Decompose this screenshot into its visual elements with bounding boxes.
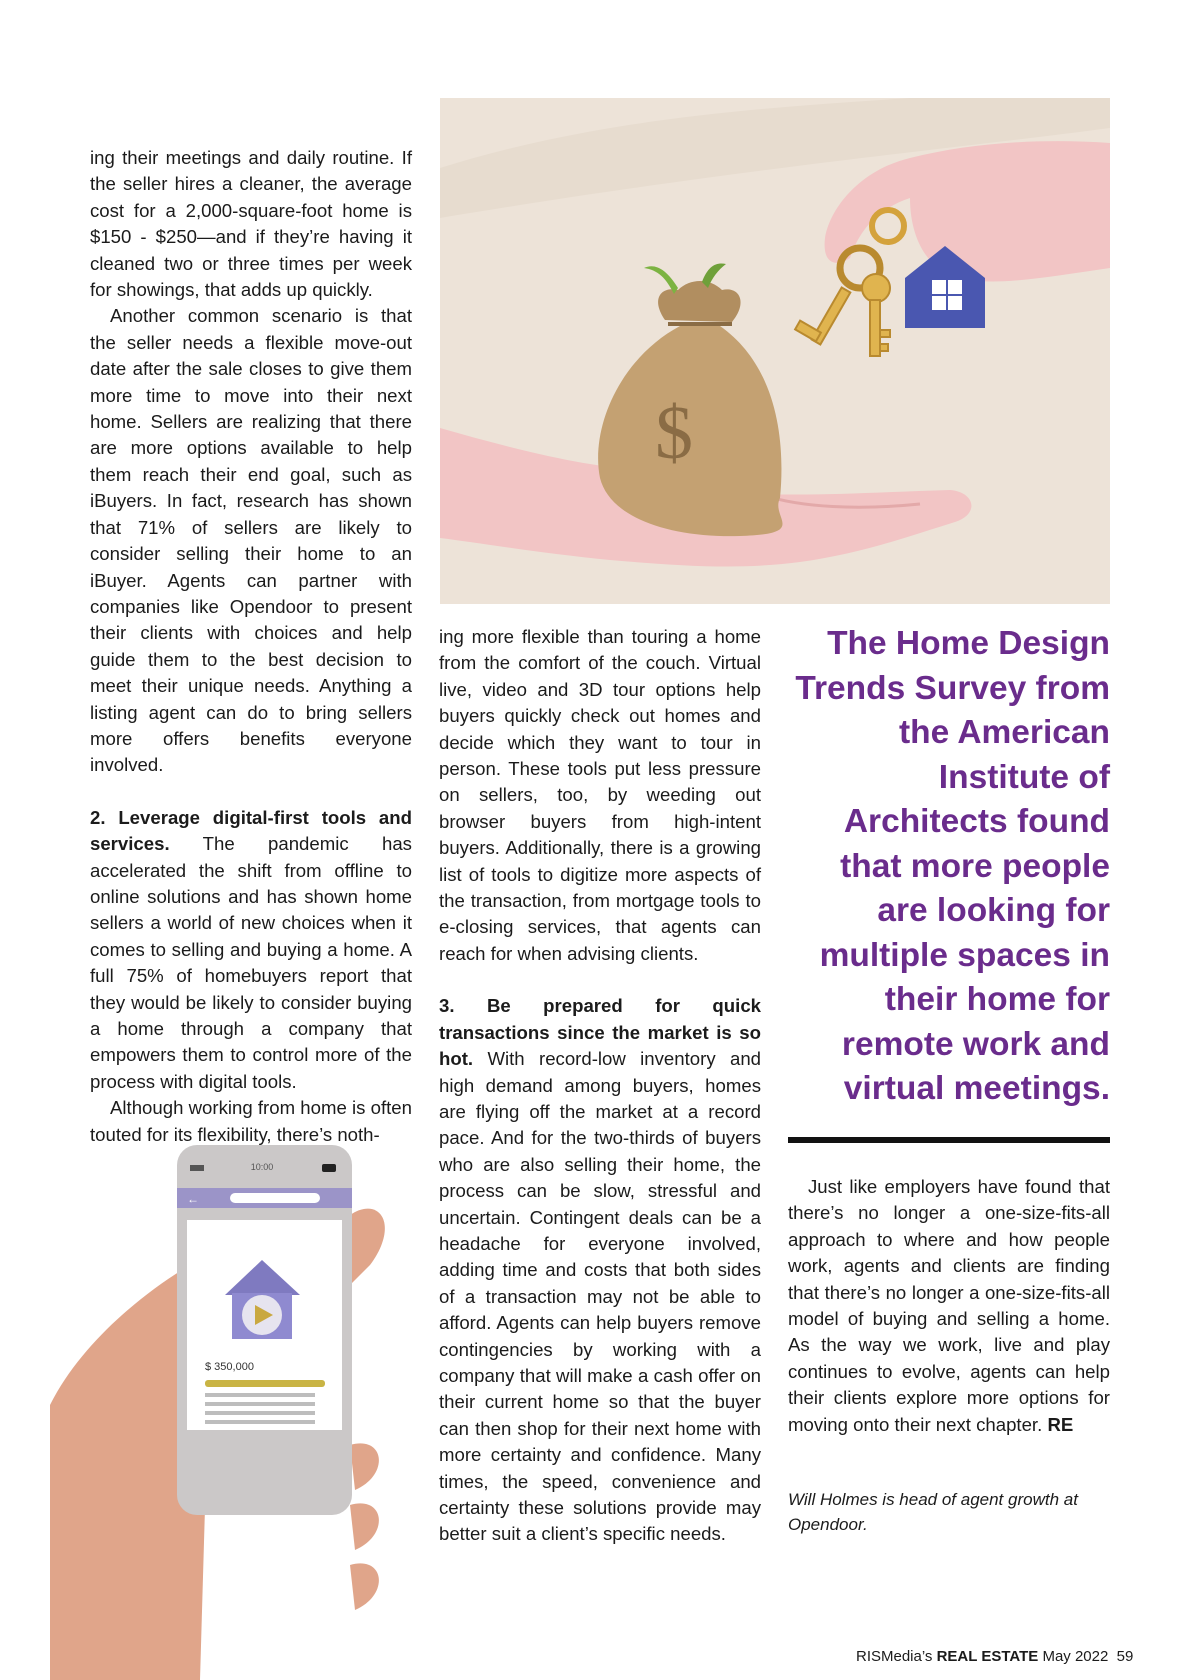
author-byline: Will Holmes is head of agent growth at Opendoor.	[788, 1490, 1078, 1534]
section-heading-3: 3. Be prepared for quick transactions since the market is so hot.	[439, 995, 761, 1070]
paragraph-text: Just like employers have found that there’s no longer a one-size-fits-all approach to where and how people work, agents and clients are finding that there’s no longer a one-size-fits-all model of buying and selling a home. As the way we work, live and play continues to evolve, agents can help their clients explore more options for moving onto their next chapter.	[788, 1176, 1110, 1435]
listing-price: $ 350,000	[205, 1361, 254, 1373]
page-footer	[856, 1648, 1134, 1665]
footer-publication: RISMedia’s	[856, 1648, 933, 1665]
section-2-paragraph	[90, 805, 412, 1095]
end-mark: RE	[1047, 1413, 1074, 1435]
page-number: 59	[1116, 1648, 1134, 1665]
paragraph-text: The pandemic has accelerated the shift from offline to online solutions and has shown home sellers a world of new choices when it comes to selling and buying a home. A full 75% of homebuyers report that they would be likely to consider buying a home through a company that empowers them to control more of the process with digital tools.	[90, 833, 412, 1092]
article-column-2	[439, 624, 761, 1548]
phone-listing-illustration	[50, 1145, 440, 1680]
hero-illustration-money-for-keys	[440, 98, 1110, 604]
section-3-paragraph	[439, 993, 761, 1548]
paragraph-text: With record-low inventory and high demand among buyers, homes are flying off the market at a record pace. And for the two-thirds of buyers who are also selling their home, the process can be slow, stressful and uncertain. Contingent deals can be a headache for everyone involved, adding time and costs that both sides of a transaction may not be able to afford. Agents can help buyers remove contingencies by working with a company that will make a cash offer on their current home so that the buyer can then shop for their next home with more certainty and confidence. Many times, the speed, convenience and certainty these solutions provide may better suit a client’s specific needs.	[439, 1048, 762, 1545]
paragraph: Another common scenario is that the seller needs a flexible move-out date after the sale closes to give them more time to move into their next home. Sellers are realizing that there are more options available to help them reach their end goal, such as iBuyers. In fact, research has shown that 71% of sellers are likely to consider selling their home to an iBuyer. Agents can partner with companies like Opendoor to present their clients with choices and help guide them to the best decision to meet their unique needs. Anything a listing agent can do to bring sellers more offers benefits everyone involved.	[90, 305, 412, 776]
paragraph: ing more flexible than touring a home from the comfort of the couch. Virtual live, video and 3D tour options help buyers quickly check out homes and decide which they want to tour in person. These tools put less pressure on sellers, too, by weeding out browser buyers from high-intent buyers. Additionally, there is a growing list of tools to digitize more aspects of the transaction, from mortgage tools to e-closing services, that agents can reach for when advising clients.	[439, 626, 761, 964]
pull-quote: The Home Design Trends Survey from the American Institute of Architects found that more people are looking for multiple spaces in their home for remote work and virtual meetings.	[795, 625, 1110, 1107]
closing-paragraph	[788, 1174, 1110, 1438]
article-column-1	[90, 145, 412, 1148]
svg-text:←: ←	[187, 1192, 199, 1206]
article-column-3	[788, 1174, 1110, 1438]
money-bag-dollar-sign: $	[655, 391, 693, 475]
paragraph: ing their meetings and daily routine. If the seller hires a cleaner, the average cost for a 2,000-square-foot home is $150 - $250—and if they’re having it cleaned two or three times per week for showings, that adds up quickly.	[90, 147, 412, 301]
footer-magazine: REAL ESTATE	[936, 1648, 1039, 1665]
phone-status-time: 10:00	[250, 1162, 274, 1172]
pull-quote-divider	[788, 1137, 1110, 1143]
paragraph: Although working from home is often touted for its flexibility, there’s noth-	[90, 1097, 412, 1145]
footer-issue: May 2022	[1042, 1648, 1109, 1665]
section-heading-2: 2. Leverage digital-first tools and services.	[90, 806, 412, 855]
